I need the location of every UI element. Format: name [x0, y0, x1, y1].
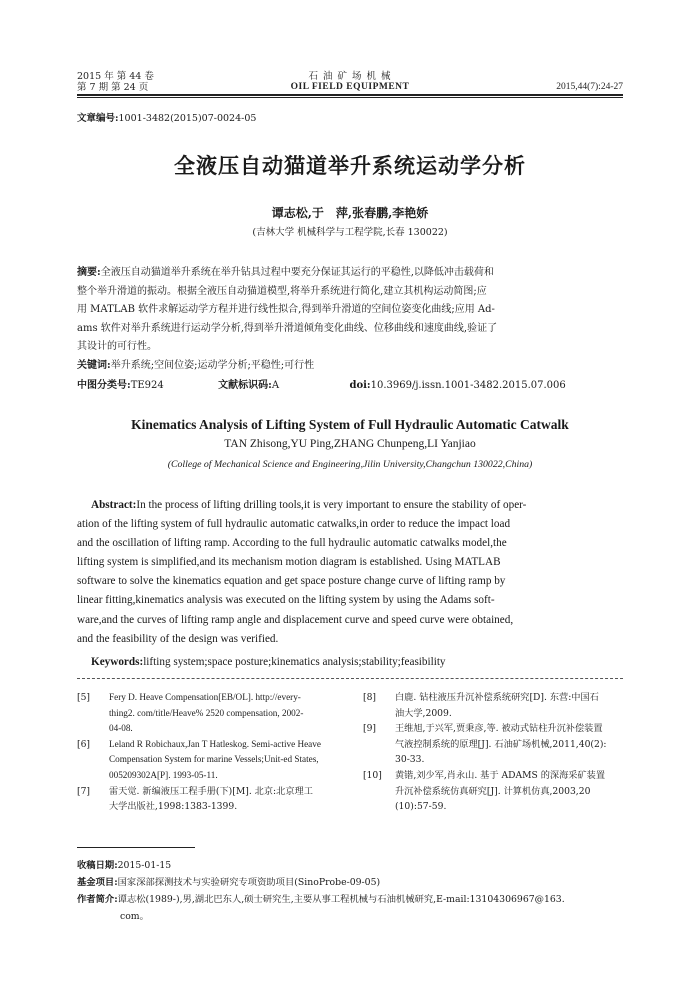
reference-number: [8]	[363, 692, 377, 703]
doc-code-value: A	[271, 380, 280, 391]
abstract-en-line: ation of the lifting system of full hydraulic automatic catwalks,in order to reduce the impact load	[77, 518, 511, 531]
footnote	[77, 857, 623, 925]
article-number	[77, 110, 256, 124]
header-rule-thin	[77, 97, 623, 98]
issue-volume: 2015 年 第 44 卷	[77, 71, 154, 82]
clc-value: TE924	[130, 380, 164, 391]
reference-number: [10]	[363, 769, 382, 781]
journal-name-cn: 石 油 矿 场 机 械	[308, 71, 392, 82]
abstract-en-line: software to solve the kinematics equation and get space posture change curve of lifting ramp by	[77, 575, 506, 588]
clc-label: 中图分类号:	[77, 380, 131, 391]
doi-value: 10.3969/j.issn.1001-3482.2015.07.006	[370, 380, 566, 391]
article-number-value: 1001-3482(2015)07-0024-05	[118, 113, 257, 124]
authors-en: TAN Zhisong,YU Ping,ZHANG Chunpeng,LI Yanjiao	[224, 438, 476, 450]
article-number-label: 文章编号:	[77, 113, 119, 124]
reference-item: [7] 雷天觉. 新编液压工程手册(下)[M]. 北京:北京理工 大学出版社,1998:1383-1399.	[77, 785, 313, 813]
classification-line	[77, 377, 623, 396]
references-left	[77, 690, 343, 815]
author-bio-cont: com。	[120, 911, 149, 922]
citation-info: 2015,44(7):24-27	[556, 82, 623, 92]
footnote-rule	[77, 847, 195, 848]
reference-number: [7]	[77, 785, 91, 797]
reference-number: [9]	[363, 723, 377, 735]
reference-item: [10] 黄锴,刘少军,肖永山. 基于 ADAMS 的深海采矿装置 升沉补偿系统仿真研究[J]. 计算机仿真,2003,20 (10):57-59.	[363, 769, 606, 813]
journal-name-en: OIL FIELD EQUIPMENT	[290, 82, 410, 92]
author-bio: 作者简介:谭志松(1989-),男,湖北巴东人,硕士研究生,主要从事工程机械与石油机械研究,E-mail:13104306967@163.	[77, 894, 565, 905]
abstract-en-line: Abstract:In the process of lifting drilling tools,it is very important to ensure the stability of oper-	[91, 499, 527, 511]
reference-item: [6] Leland R Robichaux,Jan T Hatleskog. Semi-active Heave Compensation System for marine Vessels;Unit-ed States, 005209302A[P]. 1993-05-11.	[77, 738, 321, 780]
abstract-cn-line: 整个举升滑道的振动。根据全液压自动猫道模型,将举升系统进行简化,建立其机构运动简图;应	[77, 285, 487, 297]
keywords-en	[91, 653, 446, 672]
abstract-cn-line: ams 软件对举升系统进行运动学分析,得到举升滑道倾角变化曲线、位移曲线和速度曲线,验证了	[77, 322, 498, 334]
title-en: Kinematics Analysis of Lifting System of Full Hydraulic Automatic Catwalk	[131, 417, 569, 432]
keywords-cn-value: 举升系统;空间位姿;运动学分析;平稳性;可行性	[110, 360, 315, 371]
keywords-en-label: Keywords:	[91, 656, 144, 668]
reference-item: [9] 王维旭,于兴军,贾秉彦,等. 被动式钻柱升沉补偿装置 气液控制系统的原理[J]. 石油矿场机械,2011,40(2): 30-33.	[363, 723, 607, 766]
issue-number: 第 7 期 第 24 页	[77, 82, 149, 93]
affiliation-cn: (吉林大学 机械科学与工程学院,长春 130022)	[252, 227, 448, 238]
keywords-cn-label: 关键词:	[77, 360, 111, 371]
section-divider	[77, 678, 623, 679]
doc-code-label: 文献标识码:	[218, 380, 272, 391]
reference-number: [6]	[77, 738, 91, 750]
abstract-en-line: ware,and the curves of lifting ramp angle and displacement curve and speed curve were obtained,	[77, 613, 514, 626]
doi-label: doi:	[349, 380, 371, 391]
abstract-en-line: and the oscillation of lifting ramp. According to the full hydraulic automatic catwalks model,the	[77, 537, 507, 550]
reference-item: [8] 白鹿. 钻柱液压升沉补偿系统研究[D]. 东营:中国石 油大学,2009.	[363, 692, 599, 719]
abstract-cn-label: 摘要:	[77, 267, 101, 278]
keywords-en-value: lifting system;space posture;kinematics analysis;stability;feasibility	[143, 656, 446, 668]
keywords-cn	[77, 357, 314, 376]
fund-info: 基金项目:国家深部探测技术与实验研究专项资助项目(SinoProbe-09-05)	[77, 877, 381, 888]
affiliation-en: (College of Mechanical Science and Engineering,Jilin University,Changchun 130022,China)	[167, 459, 533, 470]
abstract-cn-line: 摘要:全液压自动猫道举升系统在举升钻具过程中要充分保证其运行的平稳性,以降低冲击载荷和	[77, 267, 494, 278]
abstract-en-label: Abstract:	[91, 499, 137, 511]
header-rule	[77, 94, 623, 96]
abstract-cn-line: 其设计的可行性。	[77, 341, 157, 353]
abstract-en-line: linear fitting,kinematics analysis was executed on the lifting system by using the Adams soft-	[77, 594, 495, 607]
abstract-en	[77, 496, 623, 649]
abstract-cn	[77, 264, 623, 357]
abstract-en-line: and the feasibility of the design was verified.	[77, 632, 279, 645]
authors-cn: 谭志松,于 萍,张春鹏,李艳娇	[271, 206, 429, 220]
received-date: 收稿日期:2015-01-15	[77, 860, 172, 871]
reference-item: [5] Fery D. Heave Compensation[EB/OL]. http://every- thing2. com/title/Heave% 2520 compensation, 2002- 04-08.	[77, 692, 304, 734]
references-right	[363, 690, 625, 815]
title-cn: 全液压自动猫道举升系统运动学分析	[174, 154, 526, 178]
abstract-en-line: lifting system is simplified,and its mechanism motion diagram is established. Using MATLAB	[77, 556, 501, 569]
reference-number: [5]	[77, 692, 91, 703]
abstract-cn-line: 用 MATLAB 软件求解运动学方程并进行线性拟合,得到举升滑道的空间位姿变化曲线;应用 Ad-	[77, 304, 495, 316]
